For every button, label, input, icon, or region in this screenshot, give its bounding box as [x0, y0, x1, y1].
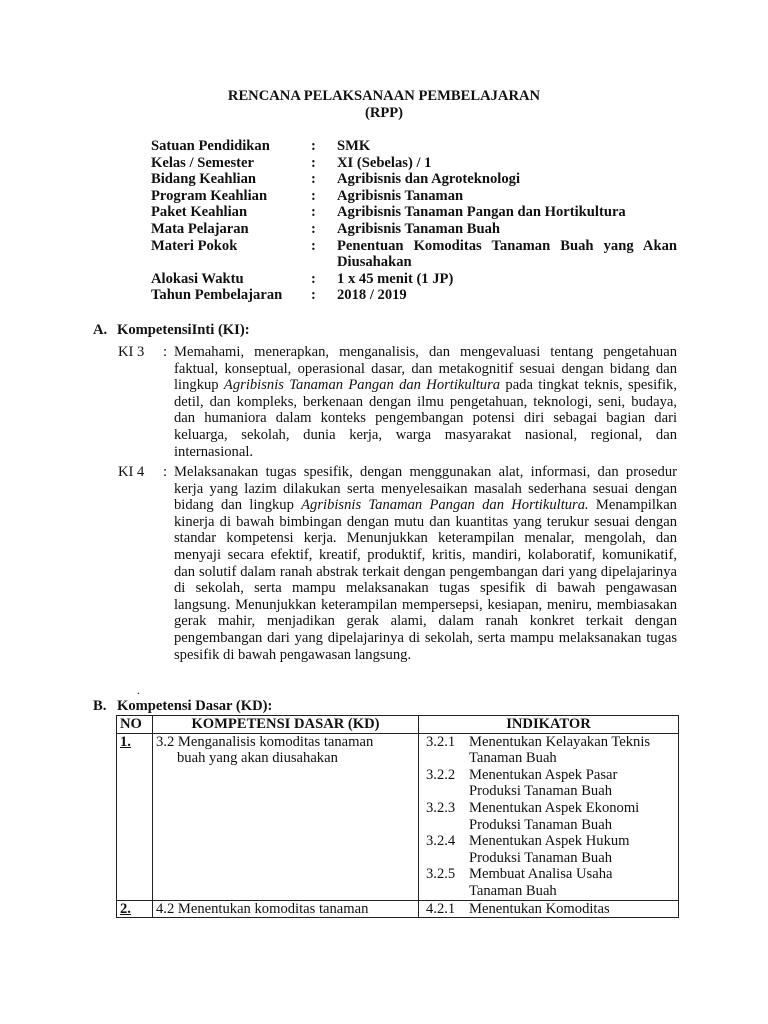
info-row-bidang-keahlian [151, 171, 677, 188]
row-number: 1. [117, 733, 153, 900]
indicator-line: Tanaman Buah [469, 750, 557, 767]
indicator-text [469, 833, 675, 866]
info-value: Penentuan Komoditas Tanaman Buah yang Akan Diusahakan [337, 237, 677, 271]
indicator-text [469, 734, 675, 767]
info-value: 2018 / 2019 [337, 287, 407, 304]
info-row-kelas-semester [151, 155, 677, 172]
ki-text-part: Melaksanakan tugas spesifik, dengan menggunakan alat, informasi, dan prosedur kerja yang lazim dilakukan serta menyelesaikan masalah sederhana sesuai dengan bidang dan lingkup [174, 464, 677, 514]
section-title: Kompetensi Dasar (KD): [117, 698, 273, 714]
indicator-code: 4.2.1 [426, 900, 456, 917]
indicator-line: Menentukan Aspek Pasar [469, 766, 618, 783]
info-label: Kelas / Semester [151, 154, 254, 171]
document-title: RENCANA PELAKSANAAN PEMBELAJARAN [227, 88, 541, 104]
kd-code: 4.2 [156, 900, 175, 917]
indicator-code: 3.2.3 [426, 799, 456, 816]
indicator-item [422, 734, 675, 767]
indicator-line: Produksi Tanaman Buah [469, 816, 613, 833]
kd-line: Menganalisis komoditas tanaman [177, 733, 374, 750]
info-row-program-keahlian [151, 188, 677, 205]
section-letter: B. [93, 698, 107, 714]
indicator-item [422, 866, 675, 899]
section-title: KompetensiInti (KI): [117, 322, 250, 338]
indicator-text [469, 767, 675, 800]
info-label: Program Keahlian [151, 187, 268, 204]
info-label: Materi Pokok [151, 237, 238, 254]
table-row [117, 900, 679, 918]
info-label: Paket Keahlian [151, 204, 248, 221]
info-label: Alokasi Waktu [151, 270, 244, 287]
indicator-code: 3.2.2 [426, 766, 456, 783]
info-value: XI (Sebelas) / 1 [337, 154, 432, 171]
indicator-code: 3.2.5 [426, 866, 456, 883]
kd-code: 3.2 [156, 733, 175, 750]
info-colon: : [311, 220, 316, 237]
table-row [117, 733, 679, 900]
kd-line: Menentukan komoditas tanaman [177, 900, 369, 917]
indicator-line: Menentukan Kelayakan Teknis [469, 733, 651, 750]
indicator-line: Produksi Tanaman Buah [469, 849, 613, 866]
info-value: 1 x 45 menit (1 JP) [337, 270, 454, 287]
indicator-text [469, 866, 675, 899]
indicator-line: Produksi Tanaman Buah [469, 783, 613, 800]
info-row-mata-pelajaran [151, 221, 677, 238]
header-no: NO [117, 716, 153, 734]
info-row-materi-pokok [151, 238, 677, 271]
info-label: Tahun Pembelajaran [151, 287, 283, 304]
indicator-line: Tanaman Buah [469, 882, 557, 899]
info-label: Satuan Pendidikan [151, 138, 270, 154]
info-row-satuan-pendidikan [151, 138, 677, 155]
info-colon: : [311, 154, 316, 171]
trailing-dot: . [137, 683, 140, 697]
info-row-tahun-pembelajaran [151, 287, 677, 304]
section-letter: A. [93, 322, 108, 338]
info-label: Bidang Keahlian [151, 171, 257, 188]
indicator-text [469, 800, 675, 833]
indicator-item [422, 901, 675, 918]
ki-colon: : [163, 344, 168, 360]
ki-text [174, 464, 677, 663]
row-number: 2. [117, 900, 153, 918]
ki-text [174, 344, 677, 460]
indicator-cell [419, 900, 679, 918]
indicator-item [422, 800, 675, 833]
ki-text-italic: Agribisnis Tanaman Pangan dan Hortikultura [223, 377, 501, 394]
indicator-line: Menentukan Aspek Hukum [469, 833, 630, 850]
indicator-code: 3.2.1 [426, 733, 456, 750]
ki-label: KI 4 [118, 464, 145, 480]
ki-colon: : [163, 464, 168, 480]
ki3-item [118, 344, 677, 460]
header-kd: KOMPETENSI DASAR (KD) [153, 716, 419, 734]
indicator-line: Menentukan Aspek Ekonomi [469, 799, 640, 816]
info-row-paket-keahlian [151, 204, 677, 221]
section-b-heading [93, 698, 272, 715]
kd-line: buah yang akan diusahakan [177, 750, 338, 767]
info-colon: : [311, 171, 316, 188]
info-value: Agribisnis Tanaman Pangan dan Hortikultura [337, 204, 626, 221]
ki4-item [118, 464, 677, 663]
ki-label: KI 3 [118, 344, 145, 360]
info-colon: : [311, 237, 316, 254]
info-value: Agribisnis Tanaman Buah [337, 220, 501, 237]
kd-table [116, 715, 679, 918]
identity-info [151, 138, 677, 304]
info-value: SMK [337, 138, 371, 154]
section-a-heading [93, 322, 250, 339]
indicator-cell [419, 733, 679, 900]
kd-cell [153, 900, 419, 918]
ki-text-part: Memahami, menerapkan, menganalisis, dan mengevaluasi tentang pengetahuan faktual, konseptual, operasional dasar, dan metakognitif sesuai dengan bidang dan lingkup [174, 344, 677, 394]
indicator-line: Membuat Analisa Usaha [469, 866, 613, 883]
ki-text-part: Menampilkan kinerja di bawah bimbingan dengan mutu dan kuantitas yang terukur sesuai dengan standar kompetensi kerja. Menunjukkan keterampilan menalar, mengolah, dan menyaji secara efektif, kreatif, produktif, kritis, mandiri, kolaboratif, komunikatif, dan solutif dalam ranah abstrak terkait dengan pengembangan dari yang dipelajarinya di sekolah, serta mampu melaksanakan tugas spesifik di bawah pengawasan langsung. Menunjukkan keterampilan mempersepsi, kesiapan, meniru, membiasakan gerak mahir, menjadikan gerak alami, dalam ranah konkret terkait dengan pengembangan dari yang dipelajarinya di sekolah, serta mampu melaksanakan tugas spesifik di bawah pengawasan langsung. [174, 497, 677, 663]
document-subtitle: (RPP) [364, 105, 404, 121]
info-value: Agribisnis dan Agroteknologi [337, 171, 521, 188]
info-colon: : [311, 204, 316, 221]
info-row-alokasi-waktu [151, 271, 677, 288]
info-colon: : [311, 270, 316, 287]
indicator-line: Menentukan Komoditas [469, 900, 610, 917]
kd-cell [153, 733, 419, 900]
table-header-row [117, 716, 679, 734]
ki-text-italic: Agribisnis Tanaman Pangan dan Hortikultura. [301, 497, 589, 514]
ki-text-part: pada tingkat teknis, spesifik, detil, dan kompleks, berkenaan dengan ilmu pengetahuan, teknologi, seni, budaya, dan humaniora dalam konteks pengembangan potensi diri sebagai bagian dari keluarga, sekolah, dunia kerja, warga masyarakat nasional, regional, dan internasional. [174, 377, 677, 460]
info-colon: : [311, 287, 316, 304]
header-indikator: INDIKATOR [419, 716, 679, 734]
info-colon: : [311, 138, 316, 154]
info-value: Agribisnis Tanaman [337, 187, 464, 204]
indicator-item [422, 767, 675, 800]
info-colon: : [311, 187, 316, 204]
indicator-item [422, 833, 675, 866]
indicator-code: 3.2.4 [426, 833, 456, 850]
info-label: Mata Pelajaran [151, 220, 249, 237]
